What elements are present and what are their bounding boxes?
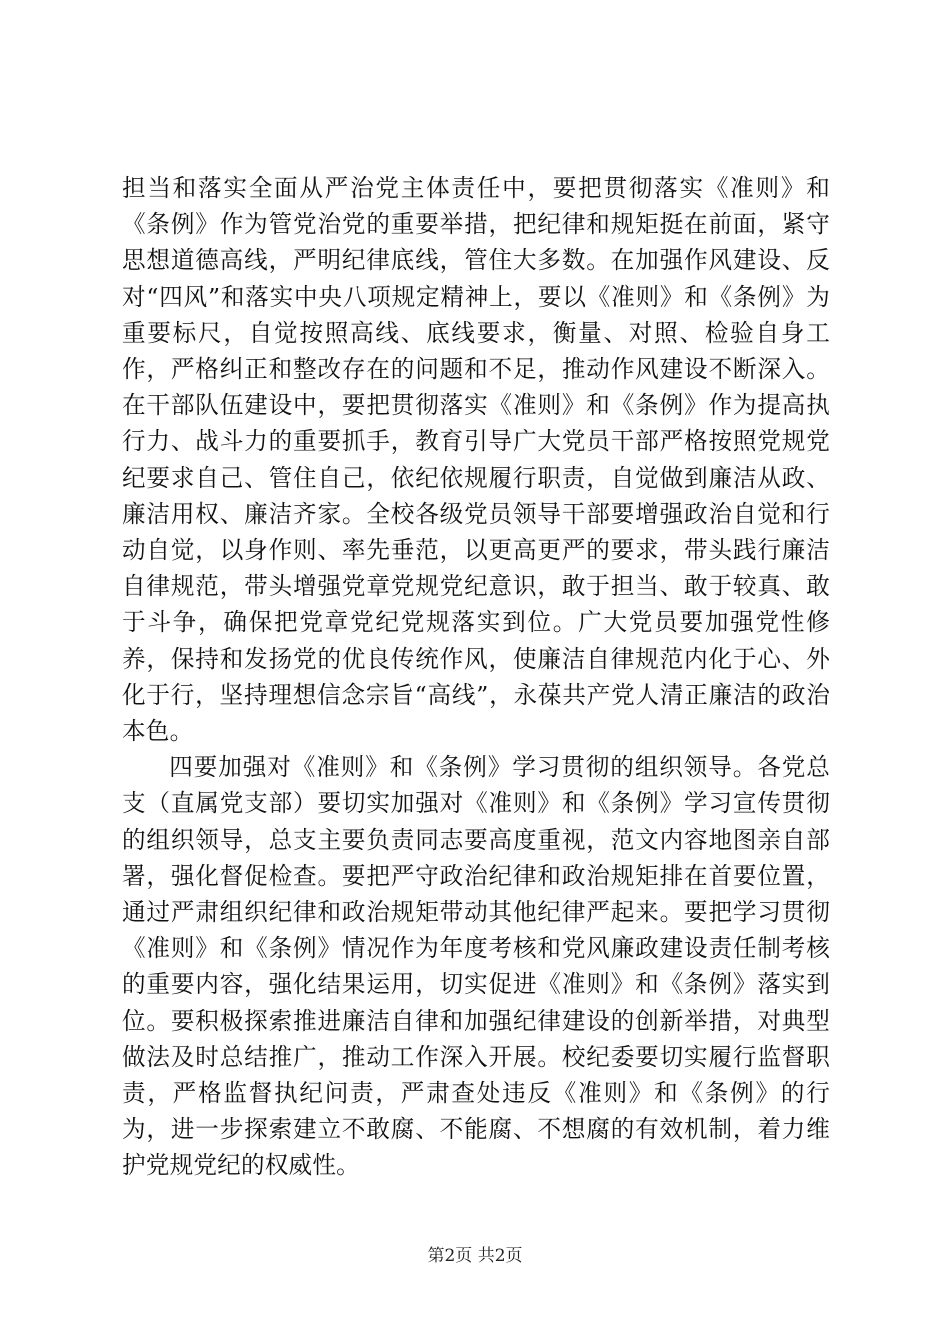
body-text xyxy=(122,170,830,1184)
paragraph-continuation: 担当和落实全面从严治党主体责任中，要把贯彻落实《准则》和《条例》作为管党治党的重要举措，把纪律和规矩挺在前面，紧守思想道德高线，严明纪律底线，管住大多数。在加强作风建设、反对“四风”和落实中央八项规定精神上，要以《准则》和《条例》为重要标尺，自觉按照高线、底线要求，衡量、对照、检验自身工作，严格纠正和整改存在的问题和不足，推动作风建设不断深入。在干部队伍建设中，要把贯彻落实《准则》和《条例》作为提高执行力、战斗力的重要抓手，教育引导广大党员干部严格按照党规党纪要求自己、管住自己，依纪依规履行职责，自觉做到廉洁从政、廉洁用权、廉洁齐家。全校各级党员领导干部要增强政治自觉和行动自觉，以身作则、率先垂范，以更高更严的要求，带头践行廉洁自律规范，带头增强党章党规党纪意识，敢于担当、敢于较真、敢于斗争，确保把党章党纪党规落实到位。广大党员要加强党性修养，保持和发扬党的优良传统作风，使廉洁自律规范内化于心、外化于行，坚持理想信念宗旨“高线”，永葆共产党人清正廉洁的政治本色。 xyxy=(122,174,830,746)
paragraph-organization-leadership: 四要加强对《准则》和《条例》学习贯彻的组织领导。各党总支（直属党支部）要切实加强对《准则》和《条例》学习宣传贯彻的组织领导，总支主要负责同志要高度重视，范文内容地图亲自部署，强化督促检查。要把严守政治纪律和政治规矩排在首要位置，通过严肃组织纪律和政治规矩带动其他纪律严起来。要把学习贯彻《准则》和《条例》情况作为年度考核和党风廉政建设责任制考核的重要内容，强化结果运用，切实促进《准则》和《条例》落实到位。要积极探索推进廉洁自律和加强纪律建设的创新举措，对典型做法及时总结推广，推动工作深入开展。校纪委要切实履行监督职责，严格监督执纪问责，严肃查处违反《准则》和《条例》的行为，进一步探索建立不敢腐、不能腐、不想腐的有效机制，着力维护党规党纪的权威性。 xyxy=(122,753,830,1180)
page-footer: 第2页 共2页 xyxy=(427,1246,523,1266)
